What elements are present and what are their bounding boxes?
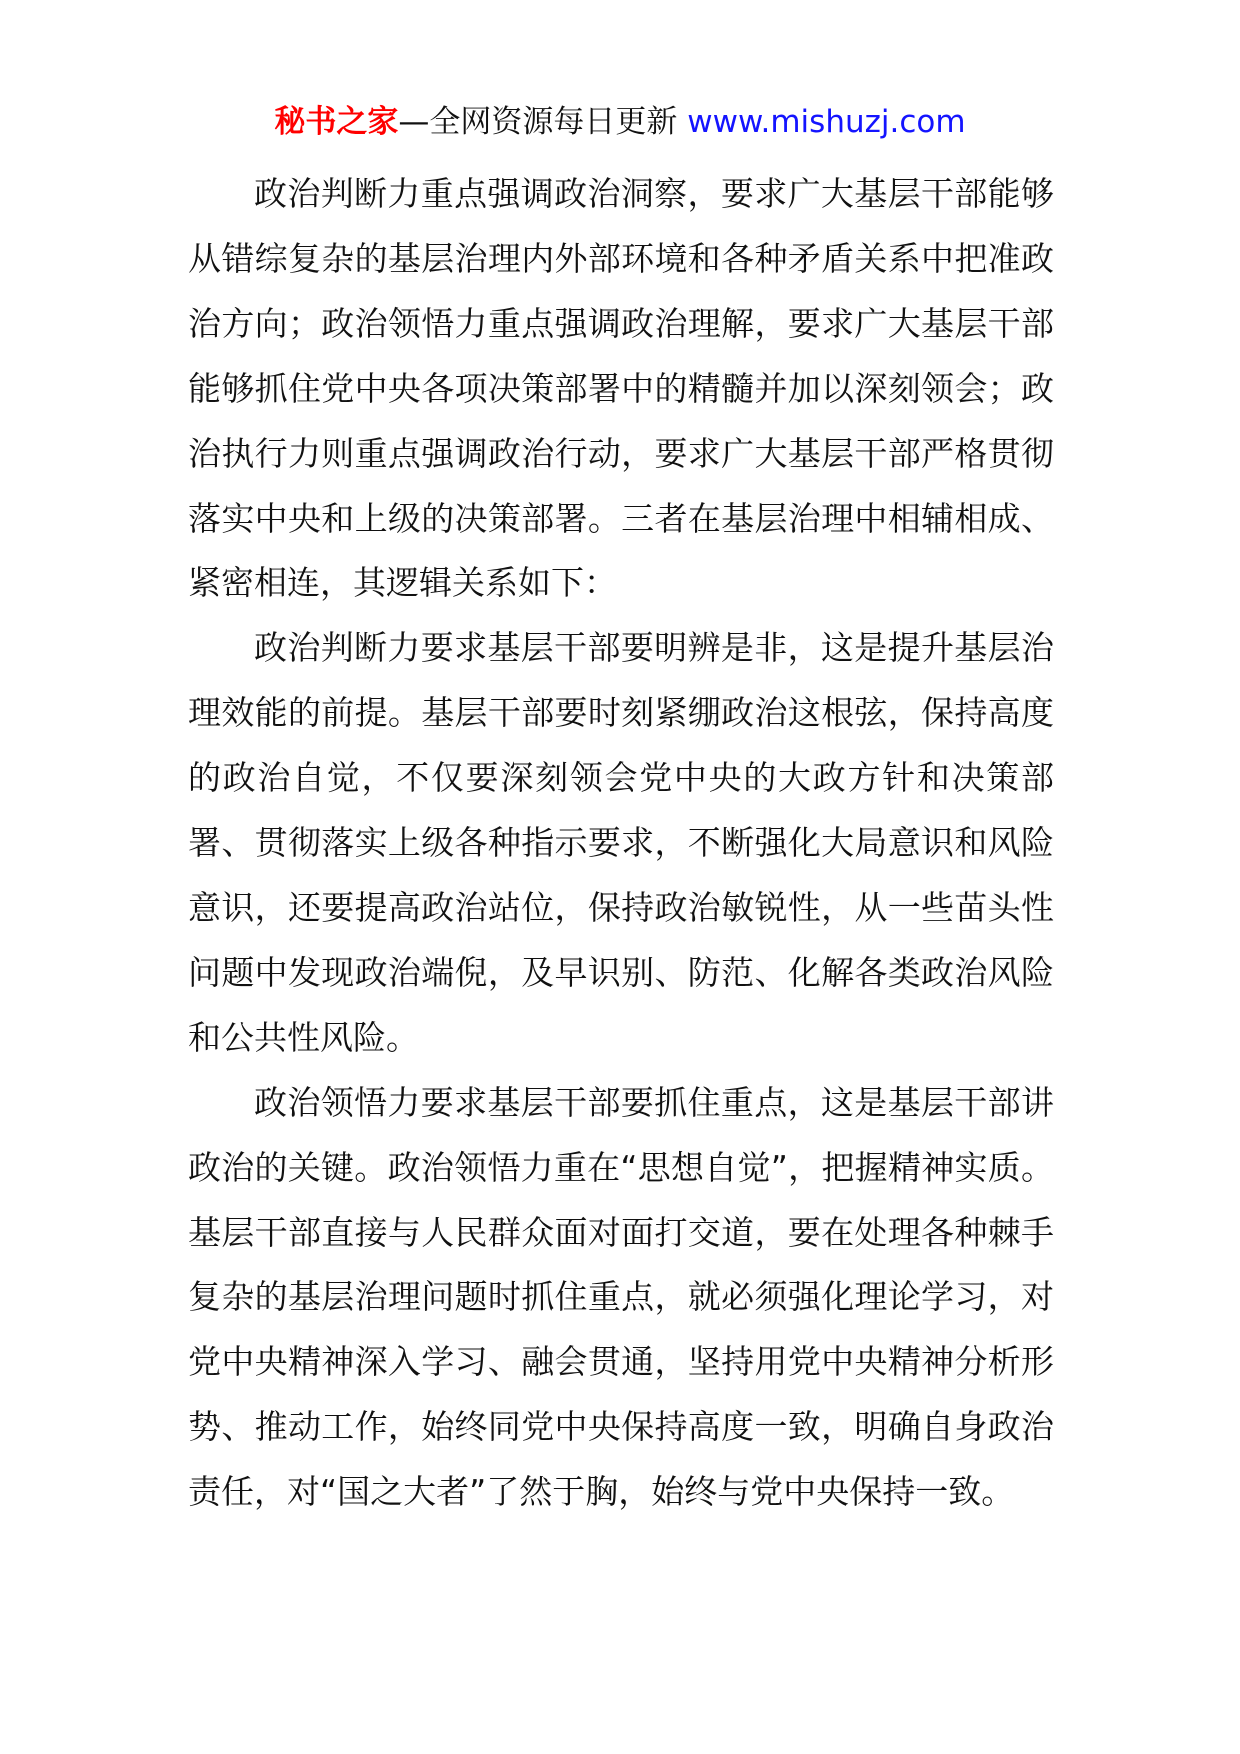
paragraph: 政治领悟力要求基层干部要抓住重点，这是基层干部讲政治的关键。政治领悟力重在“思想自觉”，把握精神实质。基层干部直接与人民群众面对面打交道，要在处理各种棘手复杂的基层治理问题时抓住重点，就必须强化理论学习，对党中央精神深入学习、融会贯通，坚持用党中央精神分析形势、推动工作，始终同党中央保持高度一致，明确自身政治责任，对“国之大者”了然于胸，始终与党中央保持一致。 xyxy=(188,1082,1054,1512)
site-header xyxy=(0,100,1240,144)
document-body xyxy=(188,162,1054,1525)
header-slogan: —全网资源每日更新 xyxy=(398,104,688,140)
site-url-link[interactable]: www.mishuzj.com xyxy=(687,104,966,140)
paragraph: 政治判断力要求基层干部要明辨是非，这是提升基层治理效能的前提。基层干部要时刻紧绷政治这根弦，保持高度的政治自觉，不仅要深刻领会党中央的大政方针和决策部署、贯彻落实上级各种指示要求，不断强化大局意识和风险意识，还要提高政治站位，保持政治敏锐性，从一些苗头性问题中发现政治端倪，及早识别、防范、化解各类政治风险和公共性风险。 xyxy=(188,628,1054,1057)
brand-name: 秘书之家 xyxy=(274,104,399,140)
paragraph: 政治判断力重点强调政治洞察，要求广大基层干部能够从错综复杂的基层治理内外部环境和各种矛盾关系中把准政治方向；政治领悟力重点强调政治理解，要求广大基层干部能够抓住党中央各项决策部署中的精髓并加以深刻领会；政治执行力则重点强调政治行动，要求广大基层干部严格贯彻落实中央和上级的决策部署。三者在基层治理中相辅相成、紧密相连，其逻辑关系如下： xyxy=(188,174,1054,603)
